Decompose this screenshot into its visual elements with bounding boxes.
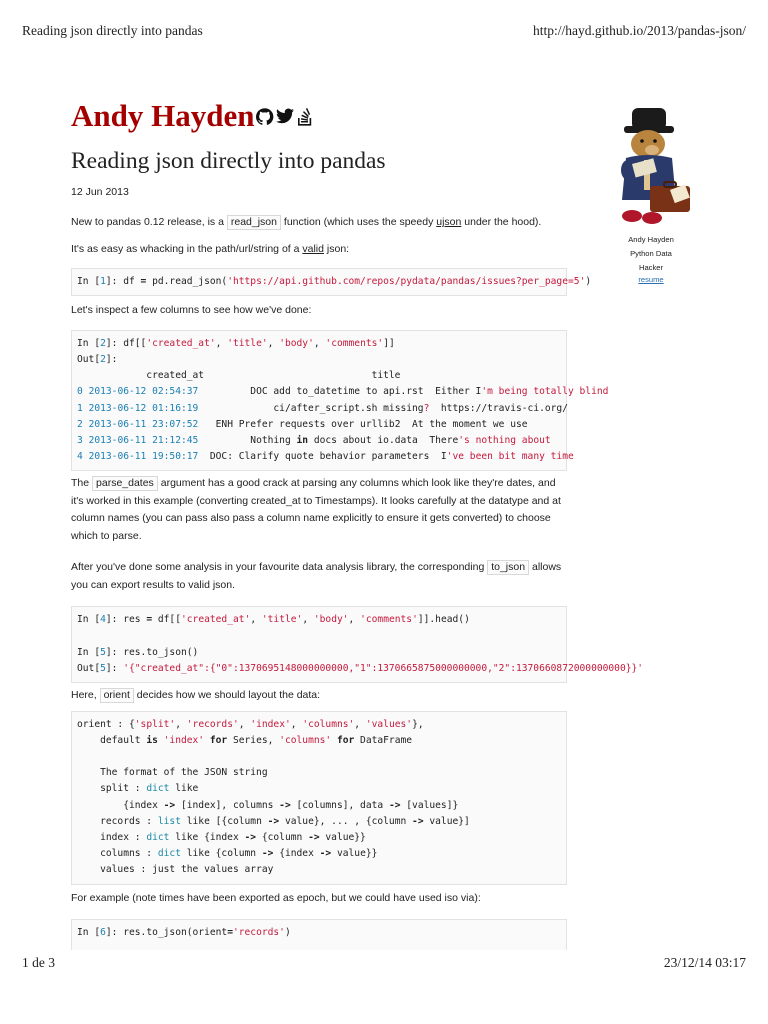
site-title bbox=[71, 98, 313, 134]
resume-link[interactable]: resume bbox=[638, 275, 664, 284]
ujson-link[interactable]: ujson bbox=[436, 216, 462, 228]
code-block-orient-doc: orient : {'split', 'records', 'index', 'columns', 'values'}, default is 'index' for Series, 'columns' for DataFrame The format of the JSON string split : dict like {index -> [index], columns -> [columns], data -> [values]} records : list like [{column -> value}, ... , {column -> value}] index : dict like {index -> {column -> value}} columns : dict like {column -> {index -> value}} values : just the values array bbox=[71, 711, 567, 885]
github-icon[interactable] bbox=[256, 108, 273, 125]
code-to-json: to_json bbox=[487, 560, 529, 575]
social-icons bbox=[256, 107, 313, 126]
post-content bbox=[71, 214, 644, 950]
code-orient: orient bbox=[100, 688, 134, 703]
table-row: 2 2013-06-11 23:07:52 ENH Prefer requests over urllib2 At the moment we use bbox=[77, 418, 528, 430]
post-date: 12 Jun 2013 bbox=[71, 186, 129, 198]
page-number: 1 de 3 bbox=[22, 955, 55, 970]
code-block-read-json: In [1]: df = pd.read_json('https://api.github.com/repos/pydata/pandas/issues?per_page=5') bbox=[71, 268, 567, 296]
sidebar-caption-name: Andy Hayden bbox=[628, 235, 674, 244]
table-row: 1 2013-06-12 01:16:19 ci/after_script.sh missing? https://travis-ci.org/ bbox=[77, 402, 568, 414]
valid-link[interactable]: valid bbox=[302, 242, 324, 255]
code-block-records: In [6]: res.to_json(orient='records') bbox=[71, 919, 567, 950]
table-row: 4 2013-06-11 19:50:17 DOC: Clarify quote behavior parameters I've been bit many time bbox=[77, 451, 574, 463]
paragraph-intro: New to pandas 0.12 release, is a read_json function (which uses the speedy ujson under the hood). bbox=[71, 216, 542, 228]
print-header-title: Reading json directly into pandas bbox=[22, 23, 203, 38]
post-title: Reading json directly into pandas bbox=[71, 148, 386, 174]
paragraph-to-json: After you've done some analysis in your favourite data analysis library, the corresponding to_json allows you can export results to valid json. bbox=[71, 561, 562, 591]
twitter-icon[interactable] bbox=[276, 108, 294, 124]
sidebar-caption-role-2: Hacker bbox=[638, 263, 664, 272]
paragraph-example: For example (note times have been exported as epoch, but we could have used iso via): bbox=[71, 891, 481, 904]
stackoverflow-icon[interactable] bbox=[297, 107, 313, 126]
site-title-link[interactable]: Andy Hayden bbox=[71, 98, 255, 133]
table-header: created_at title bbox=[77, 370, 401, 382]
paragraph-inspect: Let's inspect a few columns to see how we've done: bbox=[71, 304, 312, 317]
code-parse-dates: parse_dates bbox=[92, 476, 158, 491]
paragraph-parse-dates: The parse_dates argument has a good crack at parsing any columns which look like they're dates, and it's worked in this example (converting created_at to Timestamps). It looks carefully at the datatype and at column names (you can pass also pass a column name explicitly to ensure it gets converted) to choose which to parse. bbox=[71, 477, 561, 542]
table-row: 0 2013-06-12 02:54:37 DOC add to_datetime to api.rst Either I'm being totally blind bbox=[77, 386, 609, 398]
sidebar bbox=[606, 104, 696, 284]
print-header-url: http://hayd.github.io/2013/pandas-json/ bbox=[533, 23, 746, 38]
sidebar-caption-role: Python Data bbox=[630, 249, 672, 258]
code-read-json: read_json bbox=[227, 215, 281, 230]
print-datetime: 23/12/14 03:17 bbox=[663, 955, 746, 970]
table-row: 3 2013-06-11 21:12:45 Nothing in docs about io.data There's nothing about bbox=[77, 434, 551, 446]
code-block-to-json: In [4]: res = df[['created_at', 'title', 'body', 'comments']].head() In [5]: res.to_json() Out[5]: '{"created_at":{"0":1370695148000000000,"1":1370665875000000000,"2":1370660872000000000}}' bbox=[71, 606, 567, 683]
avatar bbox=[606, 104, 696, 233]
code-block-inspect: In [2]: df[['created_at', 'title', 'body', 'comments']] Out[2]: created_at title 0 2013-06-12 02:54:37 DOC add to_datetime to api.rst Either I'm being totally blind 1 2013-06-12 01:16:19 ci/after_script.sh missing? https://travis-ci.org/ 2 2013-06-11 23:07:52 ENH Prefer requests over urllib2 At the moment we use 3 2013-06-11 21:12:45 Nothing in docs about io.data There's nothing about 4 2013-06-11 19:50:17 DOC: Clarify quote behavior parameters I've been bit many time bbox=[71, 330, 567, 472]
paragraph-orient: Here, orient decides how we should layout the data: bbox=[71, 689, 321, 702]
paragraph-easy: It's as easy as whacking in the path/url/string of a valid json: bbox=[71, 242, 350, 255]
